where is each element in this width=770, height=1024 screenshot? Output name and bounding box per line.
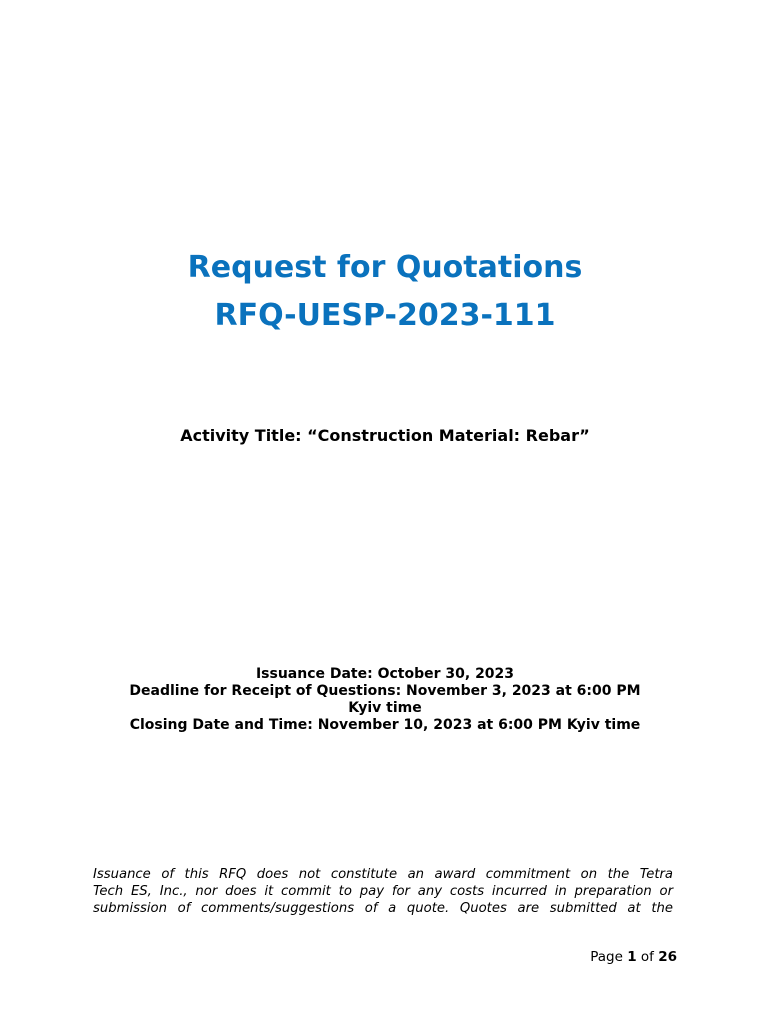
dates-block: [95, 666, 675, 734]
page-footer: [590, 948, 677, 966]
disclaimer-line: submission of comments/suggestions of a quote. Quotes are submitted at the: [93, 901, 673, 916]
activity-title: Activity Title: “Construction Material: Rebar”: [180, 426, 590, 445]
of-label: of: [640, 949, 654, 965]
closing-date: Closing Date and Time: November 10, 2023 at 6:00 PM Kyiv time: [129, 717, 641, 733]
issuance-date: Issuance Date: October 30, 2023: [255, 666, 515, 682]
questions-deadline: Deadline for Receipt of Questions: November 3, 2023 at 6:00 PM: [129, 683, 641, 699]
disclaimer-line: Tech ES, Inc., nor does it commit to pay for any costs incurred in preparation or: [93, 884, 673, 899]
questions-deadline-continued: Kyiv time: [348, 700, 422, 716]
rfq-number: RFQ-UESP-2023-111: [214, 298, 556, 333]
disclaimer-line: Issuance of this RFQ does not constitute an award commitment on the Tetra: [93, 867, 673, 882]
page-current: 1: [627, 949, 637, 965]
page-label: Page: [590, 949, 623, 965]
page-total: 26: [658, 949, 677, 965]
title-block: [0, 244, 770, 340]
disclaimer-paragraph: [93, 866, 673, 917]
document-title: Request for Quotations: [187, 250, 583, 285]
